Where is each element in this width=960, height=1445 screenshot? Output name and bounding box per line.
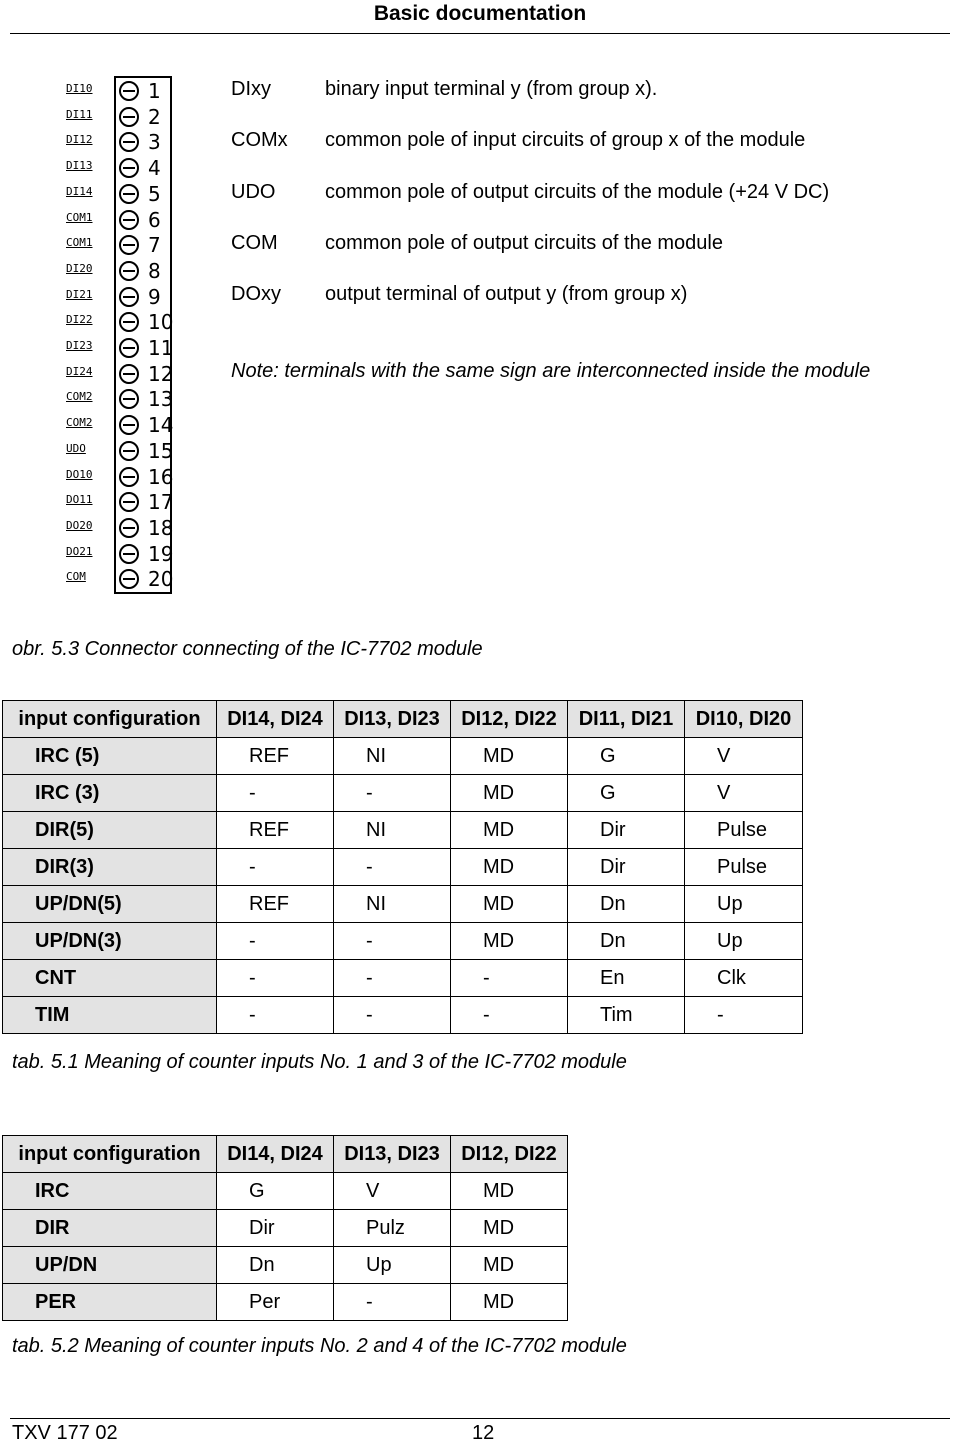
table-1-caption: tab. 5.1 Meaning of counter inputs No. 1 and 3 of the IC-7702 module [12, 1051, 627, 1073]
table-cell: REF [217, 886, 334, 923]
table-cell: Tim [568, 997, 685, 1034]
config-name-cell: IRC [3, 1173, 217, 1210]
table-row [3, 923, 803, 960]
table-row [3, 775, 803, 812]
column-header: DI10, DI20 [685, 701, 803, 738]
terminal-screw-icon [119, 158, 139, 178]
counter-inputs-table-1 [2, 700, 803, 1034]
connector-pin [60, 336, 180, 362]
legend-term: DOxy [231, 283, 281, 306]
pin-label: DI13 [66, 159, 93, 173]
config-name-cell: DIR [3, 1210, 217, 1247]
legend-term: UDO [231, 180, 276, 203]
table-cell: MD [451, 923, 568, 960]
terminal-screw-icon [119, 287, 139, 307]
table-cell: NI [334, 886, 451, 923]
pin-label: DO21 [66, 544, 93, 558]
table-cell: Up [685, 886, 803, 923]
pin-number: 19 [148, 541, 174, 566]
pin-label: DO10 [66, 467, 93, 481]
terminal-screw-icon [119, 132, 139, 152]
table-cell: - [217, 923, 334, 960]
pin-number: 11 [148, 336, 174, 360]
column-header: input configuration [3, 701, 217, 738]
table-cell: - [217, 775, 334, 812]
pin-label: COM1 [66, 210, 93, 224]
terminal-screw-icon [119, 415, 139, 435]
pin-label: DI12 [66, 133, 93, 147]
connector-pin [60, 285, 180, 311]
column-header: DI14, DI24 [217, 1136, 334, 1173]
terminal-screw-icon [119, 81, 139, 101]
connector-pin [60, 465, 180, 491]
pin-number: 10 [148, 310, 174, 335]
table-cell: MD [451, 1210, 568, 1247]
table-cell: Dir [217, 1210, 334, 1247]
table-cell: - [217, 849, 334, 886]
pin-number: 20 [148, 567, 174, 592]
table-row [3, 812, 803, 849]
table-cell: V [334, 1173, 451, 1210]
connector-pin [60, 439, 180, 465]
pin-number: 15 [148, 438, 174, 463]
pin-label: COM2 [66, 416, 93, 430]
pin-number: 9 [148, 284, 161, 309]
pin-label: UDO [66, 441, 86, 455]
terminal-screw-icon [119, 544, 139, 564]
connector-pin [60, 516, 180, 542]
table-cell: Up [685, 923, 803, 960]
counter-inputs-table-2 [2, 1135, 568, 1321]
connector-pin [60, 387, 180, 413]
legend-description: binary input terminal y (from group x). [325, 78, 658, 100]
table-cell: MD [451, 738, 568, 775]
table-row [3, 1210, 568, 1247]
pin-label: DI14 [66, 184, 93, 198]
column-header: DI13, DI23 [334, 701, 451, 738]
connector-pin [60, 105, 180, 131]
terminal-screw-icon [119, 312, 139, 332]
page-header-title: Basic documentation [373, 2, 587, 25]
pin-label: DI24 [66, 364, 93, 378]
column-header: DI12, DI22 [451, 701, 568, 738]
table-row [3, 997, 803, 1034]
pin-label: DI21 [66, 287, 93, 301]
connector-pin [60, 79, 180, 105]
pin-number: 5 [148, 181, 161, 206]
connector-pin [60, 413, 180, 439]
page-number: 12 [472, 1422, 495, 1444]
table-row [3, 960, 803, 997]
terminal-screw-icon [119, 441, 139, 461]
column-header: DI12, DI22 [451, 1136, 568, 1173]
legend-description: common pole of output circuits of the module (+24 V DC) [325, 180, 830, 203]
config-name-cell: CNT [3, 960, 217, 997]
table-cell: MD [451, 886, 568, 923]
pin-label: COM1 [66, 236, 93, 250]
pin-number: 18 [148, 515, 174, 540]
config-name-cell: PER [3, 1284, 217, 1321]
table-cell: Clk [685, 960, 803, 997]
table-cell: MD [451, 1247, 568, 1284]
table-cell: MD [451, 849, 568, 886]
pin-number: 3 [148, 130, 161, 155]
table-cell: Pulse [685, 812, 803, 849]
connector-pin [60, 542, 180, 568]
pin-label: DO11 [66, 493, 93, 507]
table-header-row [3, 1136, 568, 1173]
connector-pin [60, 182, 180, 208]
pin-number: 12 [148, 361, 174, 386]
header-divider [10, 33, 950, 34]
config-name-cell: IRC (5) [3, 738, 217, 775]
terminal-screw-icon [119, 184, 139, 204]
table-cell: Up [334, 1247, 451, 1284]
pin-number: 13 [148, 387, 174, 412]
config-name-cell: UP/DN [3, 1247, 217, 1284]
config-name-cell: UP/DN(5) [3, 886, 217, 923]
table-cell: REF [217, 812, 334, 849]
table-cell: Dn [568, 923, 685, 960]
table-cell: NI [334, 738, 451, 775]
table-cell: Dir [568, 849, 685, 886]
config-name-cell: TIM [3, 997, 217, 1034]
table-cell: - [334, 923, 451, 960]
legend-description: output terminal of output y (from group x) [325, 283, 688, 306]
config-name-cell: UP/DN(3) [3, 923, 217, 960]
pin-number: 2 [148, 104, 161, 129]
table-cell: - [685, 997, 803, 1034]
table-cell: Pulse [685, 849, 803, 886]
table-cell: V [685, 738, 803, 775]
pin-number: 4 [148, 156, 161, 181]
legend-description: common pole of input circuits of group x of the module [325, 129, 806, 152]
terminal-screw-icon [119, 467, 139, 487]
pin-label: DI23 [66, 339, 93, 352]
pin-number: 14 [148, 413, 174, 438]
pin-label: DI11 [66, 107, 93, 121]
pin-label: COM2 [66, 390, 93, 404]
table-cell: Dir [568, 812, 685, 849]
table-cell: G [217, 1173, 334, 1210]
pin-number: 1 [148, 79, 161, 103]
column-header: DI13, DI23 [334, 1136, 451, 1173]
table-row [3, 1173, 568, 1210]
config-name-cell: DIR(5) [3, 812, 217, 849]
table-cell: Per [217, 1284, 334, 1321]
figure-caption: obr. 5.3 Connector connecting of the IC-7702 module [12, 638, 483, 660]
table-row [3, 1284, 568, 1321]
table-cell: - [334, 1284, 451, 1321]
connector-pin [60, 208, 180, 234]
column-header: DI14, DI24 [217, 701, 334, 738]
column-header: DI11, DI21 [568, 701, 685, 738]
config-name-cell: IRC (3) [3, 775, 217, 812]
column-header: input configuration [3, 1136, 217, 1173]
terminal-screw-icon [119, 364, 139, 384]
pin-label: COM [66, 570, 86, 584]
table-cell: - [334, 775, 451, 812]
config-name-cell: DIR(3) [3, 849, 217, 886]
terminal-screw-icon [119, 210, 139, 230]
terminal-screw-icon [119, 338, 139, 358]
legend-term: COMx [231, 129, 288, 152]
connector-pin [60, 567, 180, 593]
pin-number: 7 [148, 233, 161, 258]
footer-divider [10, 1418, 950, 1419]
connector-diagram [60, 72, 180, 600]
pin-label: DI10 [66, 82, 93, 95]
pin-number: 16 [148, 464, 174, 489]
table-cell: Dn [217, 1247, 334, 1284]
connector-pin [60, 130, 180, 156]
connector-pin [60, 233, 180, 259]
pin-number: 6 [148, 207, 161, 232]
pin-label: DI20 [66, 261, 93, 275]
table-cell: - [217, 960, 334, 997]
table-cell: En [568, 960, 685, 997]
connector-pin [60, 362, 180, 388]
terminal-screw-icon [119, 389, 139, 409]
pin-label: DO20 [66, 518, 93, 532]
table-cell: Dn [568, 886, 685, 923]
note-text: Note: terminals with the same sign are interconnected inside the module [231, 360, 871, 382]
table-cell: - [334, 997, 451, 1034]
terminal-screw-icon [119, 235, 139, 255]
terminal-screw-icon [119, 492, 139, 512]
pin-label: DI22 [66, 313, 93, 327]
terminal-screw-icon [119, 518, 139, 538]
table-row [3, 738, 803, 775]
table-cell: MD [451, 1284, 568, 1321]
terminal-screw-icon [119, 261, 139, 281]
legend-description: common pole of output circuits of the module [325, 231, 723, 254]
table-row [3, 886, 803, 923]
table-cell: G [568, 775, 685, 812]
table-cell: V [685, 775, 803, 812]
table-cell: MD [451, 775, 568, 812]
table-2-caption: tab. 5.2 Meaning of counter inputs No. 2 and 4 of the IC-7702 module [12, 1335, 627, 1357]
table-cell: REF [217, 738, 334, 775]
connector-pin [60, 259, 180, 285]
pin-number: 17 [148, 490, 174, 515]
table-header-row [3, 701, 803, 738]
document-id: TXV 177 02 [12, 1422, 118, 1444]
terminal-screw-icon [119, 569, 139, 589]
table-cell: G [568, 738, 685, 775]
table-row [3, 849, 803, 886]
table-cell: - [451, 960, 568, 997]
table-cell: - [217, 997, 334, 1034]
table-cell: - [334, 960, 451, 997]
table-cell: NI [334, 812, 451, 849]
connector-pin [60, 490, 180, 516]
table-cell: MD [451, 812, 568, 849]
legend-term: DIxy [231, 78, 271, 100]
table-cell: MD [451, 1173, 568, 1210]
table-row [3, 1247, 568, 1284]
table-cell: - [451, 997, 568, 1034]
pin-number: 8 [148, 258, 161, 283]
connector-pin [60, 156, 180, 182]
legend-term: COM [231, 231, 278, 254]
table-cell: Pulz [334, 1210, 451, 1247]
terminal-screw-icon [119, 107, 139, 127]
table-cell: - [334, 849, 451, 886]
connector-pin [60, 310, 180, 336]
